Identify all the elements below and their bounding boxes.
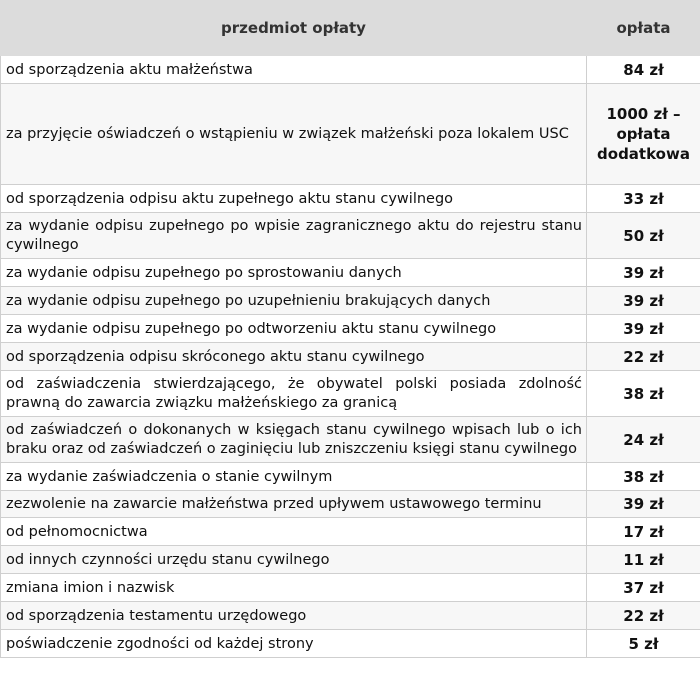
row-fee: 33 zł — [587, 185, 700, 213]
row-fee: 1000 zł – opłata dodatkowa — [587, 84, 700, 185]
table-row — [1, 602, 700, 630]
row-fee: 39 zł — [587, 491, 700, 518]
row-subject: zmiana imion i nazwisk — [1, 574, 587, 602]
header-fee: opłata — [587, 1, 700, 56]
row-fee: 24 zł — [587, 417, 700, 463]
table-row — [1, 343, 700, 371]
table-row — [1, 574, 700, 602]
row-fee: 39 zł — [587, 315, 700, 343]
table-row — [1, 185, 700, 213]
table-row — [1, 546, 700, 574]
row-subject: zezwolenie na zawarcie małżeństwa przed upływem ustawowego terminu — [1, 491, 587, 518]
row-fee: 17 zł — [587, 518, 700, 546]
row-fee: 11 zł — [587, 546, 700, 574]
table-row — [1, 463, 700, 491]
header-subject: przedmiot opłaty — [1, 1, 587, 56]
row-subject: za wydanie zaświadczenia o stanie cywilnym — [1, 463, 587, 491]
table-row — [1, 315, 700, 343]
row-subject: od pełnomocnictwa — [1, 518, 587, 546]
table-row — [1, 491, 700, 518]
table-row — [1, 259, 700, 287]
row-subject: od zaświadczeń o dokonanych w księgach stanu cywilnego wpisach lub o ich braku oraz od zaświadczeń o zaginięciu lub zniszczeniu księgi stanu cywilnego — [1, 417, 587, 463]
table-row — [1, 287, 700, 315]
table-row — [1, 518, 700, 546]
table-row — [1, 630, 700, 658]
row-fee: 38 zł — [587, 371, 700, 417]
row-subject: za wydanie odpisu zupełnego po sprostowaniu danych — [1, 259, 587, 287]
row-subject: od sporządzenia testamentu urzędowego — [1, 602, 587, 630]
table-row — [1, 213, 700, 259]
row-subject: od sporządzenia aktu małżeństwa — [1, 56, 587, 84]
table-row — [1, 417, 700, 463]
table-row — [1, 56, 700, 84]
row-fee: 38 zł — [587, 463, 700, 491]
row-fee: 50 zł — [587, 213, 700, 259]
row-subject: od zaświadczenia stwierdzającego, że obywatel polski posiada zdolność prawną do zawarcia związku małżeńskiego za granicą — [1, 371, 587, 417]
row-subject: od sporządzenia odpisu aktu zupełnego aktu stanu cywilnego — [1, 185, 587, 213]
table-header-row — [1, 1, 700, 56]
row-fee: 22 zł — [587, 343, 700, 371]
row-subject: za wydanie odpisu zupełnego po wpisie zagranicznego aktu do rejestru stanu cywilnego — [1, 213, 587, 259]
row-fee: 39 zł — [587, 259, 700, 287]
row-fee: 39 zł — [587, 287, 700, 315]
row-subject: za wydanie odpisu zupełnego po odtworzeniu aktu stanu cywilnego — [1, 315, 587, 343]
row-subject: poświadczenie zgodności od każdej strony — [1, 630, 587, 658]
row-subject: za wydanie odpisu zupełnego po uzupełnieniu brakujących danych — [1, 287, 587, 315]
row-subject: od sporządzenia odpisu skróconego aktu stanu cywilnego — [1, 343, 587, 371]
row-fee: 37 zł — [587, 574, 700, 602]
row-fee: 84 zł — [587, 56, 700, 84]
row-fee: 22 zł — [587, 602, 700, 630]
row-fee: 5 zł — [587, 630, 700, 658]
table-row — [1, 371, 700, 417]
row-subject: od innych czynności urzędu stanu cywilnego — [1, 546, 587, 574]
row-subject: za przyjęcie oświadczeń o wstąpieniu w związek małżeński poza lokalem USC — [1, 84, 587, 185]
table-row — [1, 84, 700, 185]
